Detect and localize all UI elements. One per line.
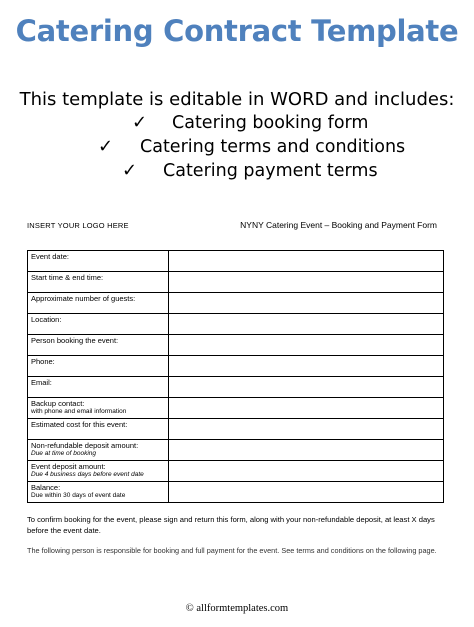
field-note: Due 4 business days before event date [31, 471, 144, 478]
table-row [28, 440, 444, 461]
booker-field[interactable] [169, 335, 444, 356]
field-label: Location: [31, 315, 62, 324]
intro-text: This template is editable in WORD and includes: [19, 89, 455, 110]
checkmark-icon: ✓ [98, 136, 114, 157]
phone-field[interactable] [169, 356, 444, 377]
field-label-cell [28, 398, 169, 419]
field-label: Approximate number of guests: [31, 294, 136, 303]
booking-form-table [27, 250, 444, 503]
table-row [28, 419, 444, 440]
logo-placeholder: INSERT YOUR LOGO HERE [27, 221, 129, 230]
field-label-cell [28, 482, 169, 503]
time-field[interactable] [169, 272, 444, 293]
event-date-field[interactable] [169, 251, 444, 272]
feature-item [0, 111, 474, 135]
form-heading: NYNY Catering Event – Booking and Payment Form [240, 220, 437, 230]
field-label-cell [28, 335, 169, 356]
table-row [28, 461, 444, 482]
footer-credit: © allformtemplates.com [185, 603, 289, 614]
feature-item [0, 135, 474, 159]
table-row [28, 251, 444, 272]
table-row [28, 377, 444, 398]
location-field[interactable] [169, 314, 444, 335]
field-label: Balance: [31, 483, 61, 492]
table-row [28, 335, 444, 356]
table-row [28, 293, 444, 314]
field-label: Person booking the event: [31, 336, 119, 345]
field-note: Due within 30 days of event date [31, 492, 126, 499]
field-label-cell [28, 251, 169, 272]
checkmark-icon: ✓ [122, 160, 138, 181]
field-label: Email: [31, 378, 52, 387]
field-label-cell [28, 293, 169, 314]
page-title: Catering Contract Template [15, 14, 459, 48]
email-field[interactable] [169, 377, 444, 398]
field-note: with phone and email information [31, 408, 127, 415]
feature-label: Catering payment terms [163, 161, 378, 181]
checkmark-icon: ✓ [132, 112, 148, 133]
feature-item [0, 159, 474, 183]
field-label-cell [28, 440, 169, 461]
table-row [28, 482, 444, 503]
field-label-cell [28, 314, 169, 335]
backup-contact-field[interactable] [169, 398, 444, 419]
field-note: Due at time of booking [31, 450, 97, 457]
feature-label: Catering booking form [172, 113, 369, 133]
field-label: Phone: [31, 357, 55, 366]
field-label-cell [28, 419, 169, 440]
responsibility-note: The following person is responsible for booking and full payment for the event. See terms and conditions on the following page. [27, 546, 437, 555]
field-label-cell [28, 272, 169, 293]
field-label-cell [28, 356, 169, 377]
field-label: Start time & end time: [31, 273, 104, 282]
booking-instructions: To confirm booking for the event, please sign and return this form, along with your non-refundable deposit, at least X days before the event date. [27, 515, 435, 535]
table-row [28, 398, 444, 419]
field-label: Event deposit amount: [31, 462, 106, 471]
balance-field[interactable] [169, 482, 444, 503]
feature-list [0, 111, 474, 183]
field-label: Estimated cost for this event: [31, 420, 128, 429]
field-label: Backup contact: [31, 399, 85, 408]
field-label-cell [28, 461, 169, 482]
field-label-cell [28, 377, 169, 398]
nonrefundable-deposit-field[interactable] [169, 440, 444, 461]
field-label: Event date: [31, 252, 69, 261]
table-row [28, 272, 444, 293]
table-row [28, 356, 444, 377]
table-row [28, 314, 444, 335]
feature-label: Catering terms and conditions [140, 137, 406, 157]
event-deposit-field[interactable] [169, 461, 444, 482]
estimated-cost-field[interactable] [169, 419, 444, 440]
field-label: Non-refundable deposit amount: [31, 441, 139, 450]
guests-field[interactable] [169, 293, 444, 314]
